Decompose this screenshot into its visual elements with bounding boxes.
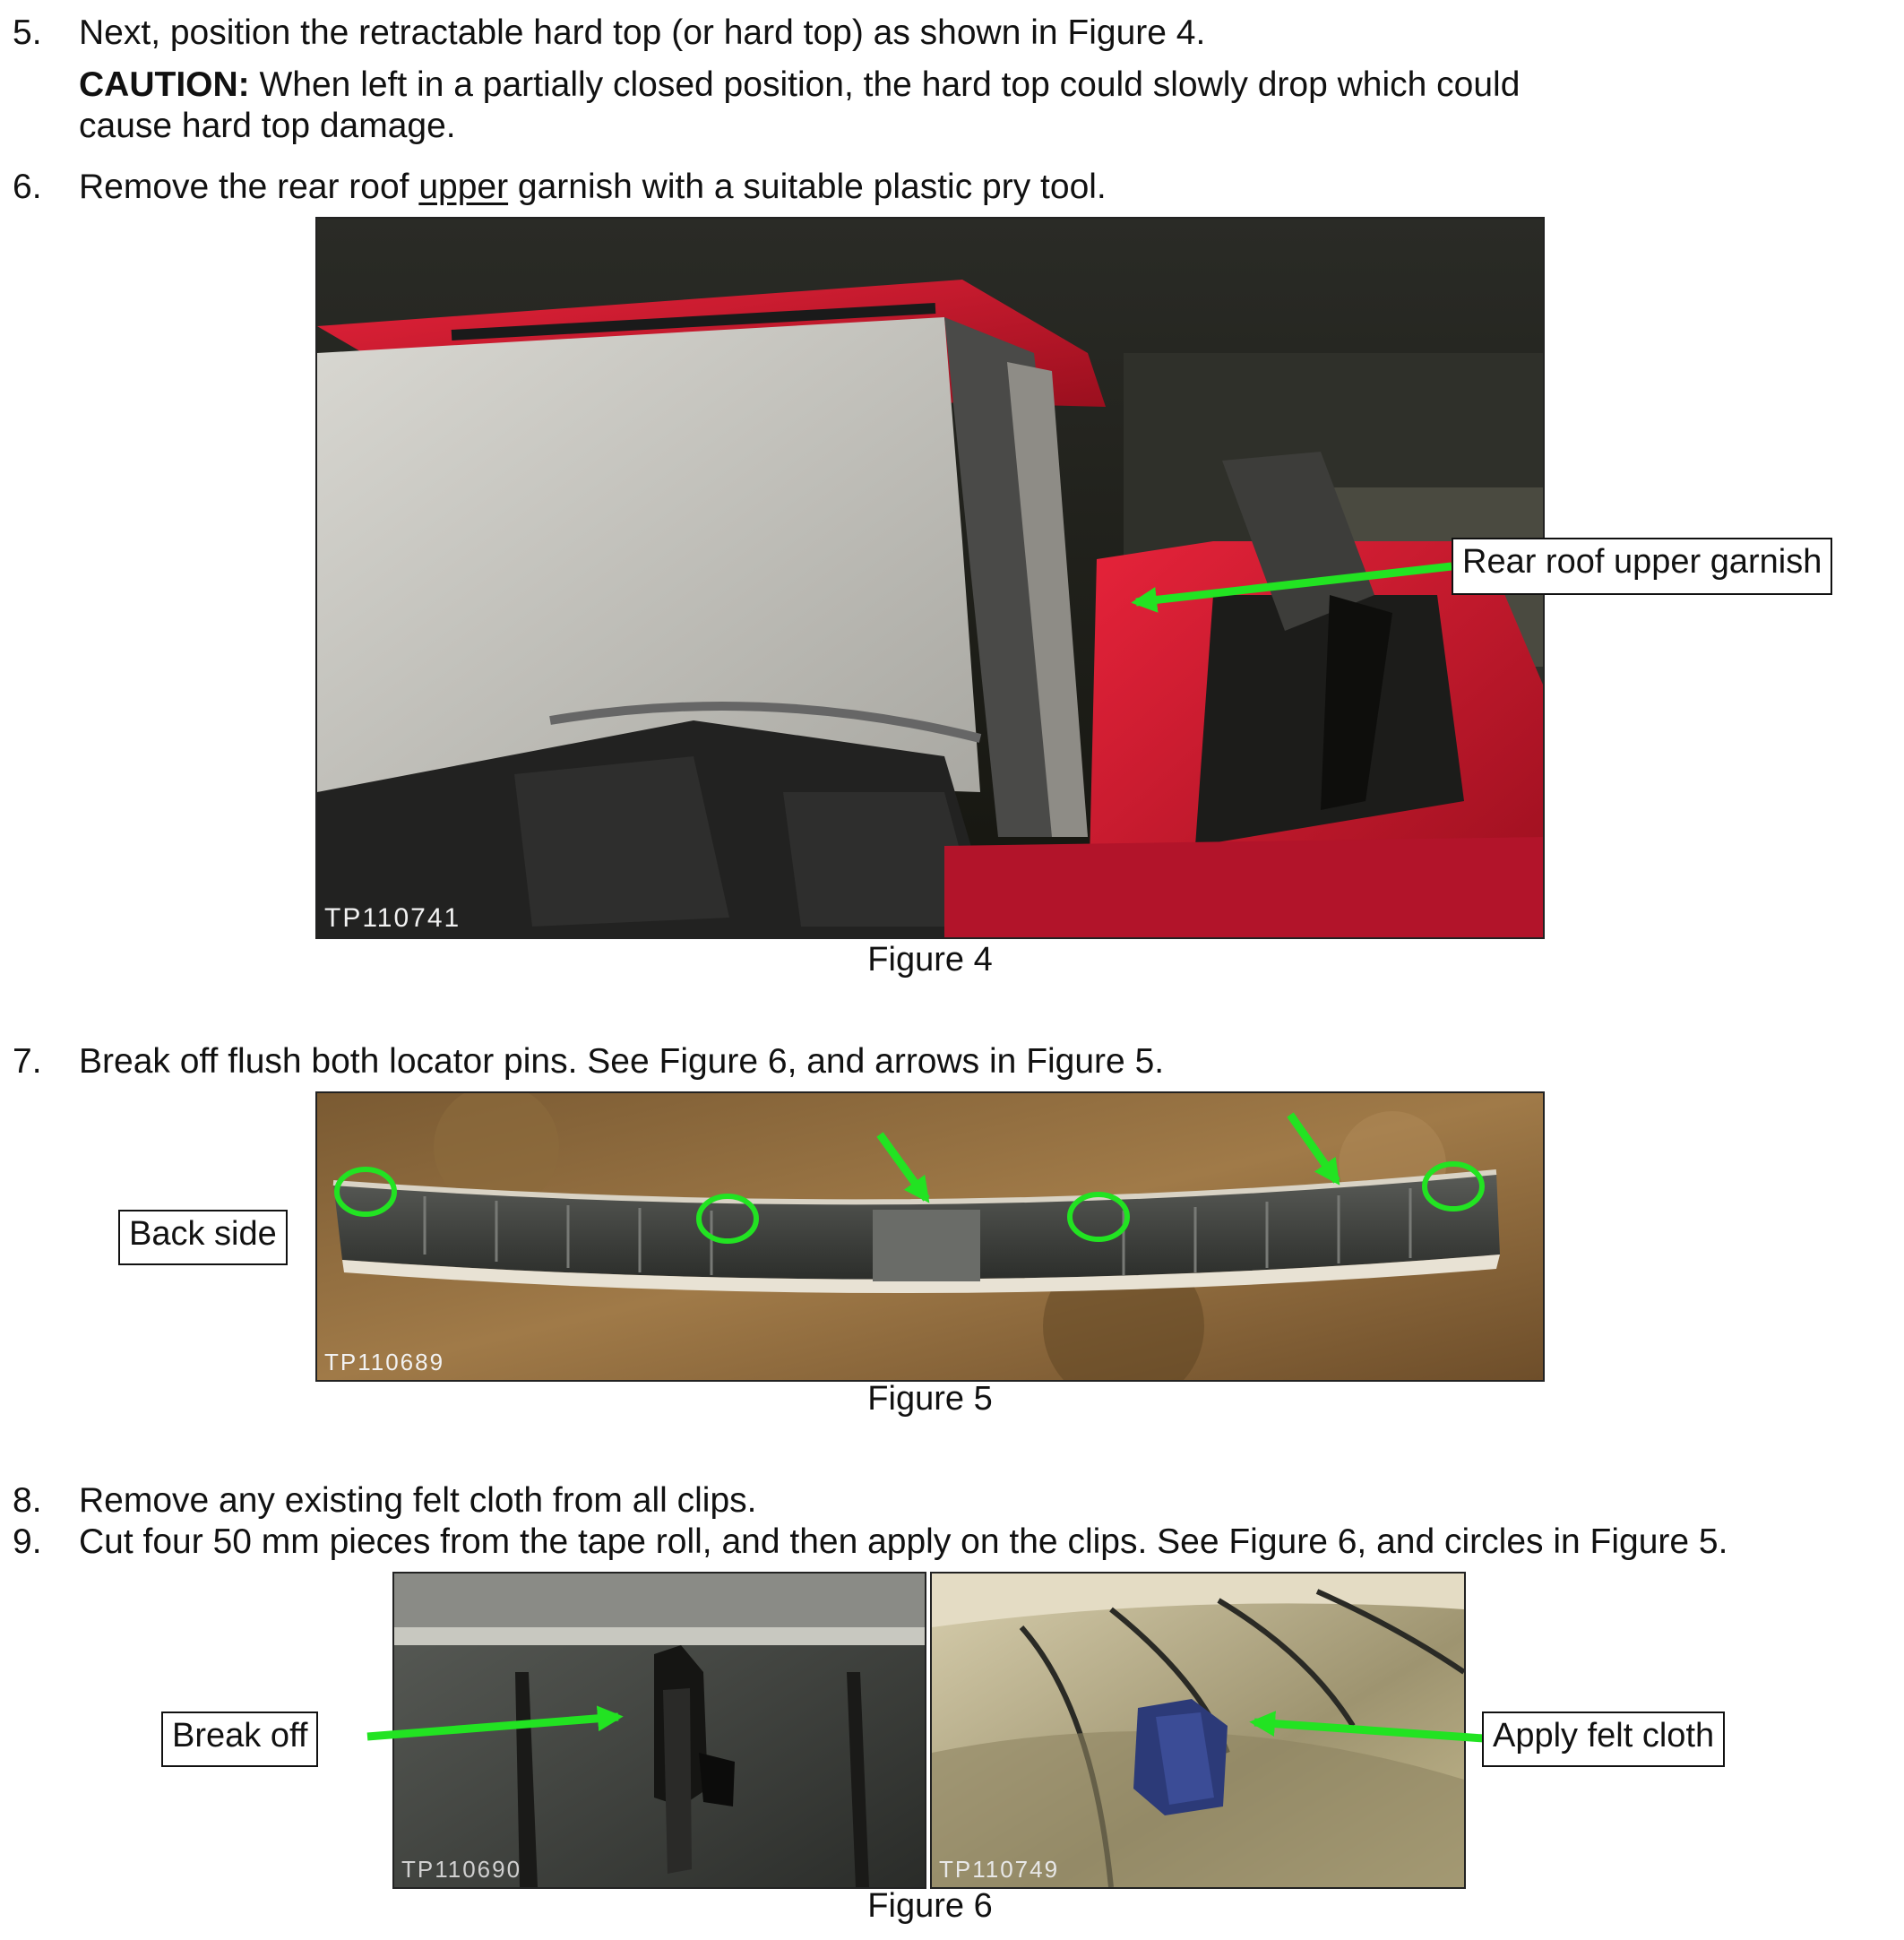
figure-4-photo [315,217,1545,939]
step-text-pre: Remove the rear roof [79,168,419,206]
step-text-underlined: upper [418,168,509,206]
step-text: Remove any existing felt cloth from all clips. [79,1481,757,1520]
callout-apply-felt-cloth: Apply felt cloth [1482,1712,1725,1767]
step-9 [0,1522,1904,1563]
step-7 [0,1041,1904,1082]
step-text [79,167,1107,208]
callout-break-off: Break off [161,1712,318,1767]
figure-5-caption: Figure 5 [867,1380,993,1418]
figure-5-photo [315,1091,1545,1382]
step-6 [0,167,1904,208]
figure-4-illustration [317,219,1543,937]
step-8 [0,1480,1904,1522]
figure-code: TP110741 [324,903,461,933]
figure-6-caption: Figure 6 [867,1887,993,1925]
step-number: 8. [13,1481,42,1520]
step-text: Cut four 50 mm pieces from the tape roll, and then apply on the clips. See Figure 6, and circles in Figure 5. [79,1522,1728,1561]
step-text-post: garnish with a suitable plastic pry tool. [508,168,1107,206]
callout-rear-roof-upper-garnish: Rear roof upper garnish [1452,538,1832,595]
figure-code: TP110689 [324,1349,445,1375]
caution-text-line1: When left in a partially closed position, the hard top could slowly drop which could [249,65,1521,104]
step-5 [0,13,1904,54]
step-number: 7. [13,1042,42,1081]
figure-6-right-photo [930,1572,1466,1889]
caution-text-line2: cause hard top damage. [79,107,456,145]
callout-back-side: Back side [118,1210,288,1265]
step-number: 6. [13,168,42,206]
step-text: Next, position the retractable hard top (or hard top) as shown in Figure 4. [79,13,1206,52]
step-number: 5. [13,13,42,52]
figure-5-illustration [317,1093,1543,1380]
figure-code: TP110690 [401,1856,522,1883]
figure-code: TP110749 [939,1856,1060,1883]
step-text: Break off flush both locator pins. See Figure 6, and arrows in Figure 5. [79,1042,1165,1081]
caution-note [79,65,1520,147]
step-number: 9. [13,1522,42,1561]
figure-6-right-illustration [932,1574,1464,1887]
caution-label: CAUTION: [79,65,250,104]
figure-6-left-photo [392,1572,926,1889]
figure-4-caption: Figure 4 [867,941,993,979]
figure-6-left-illustration [394,1574,925,1887]
